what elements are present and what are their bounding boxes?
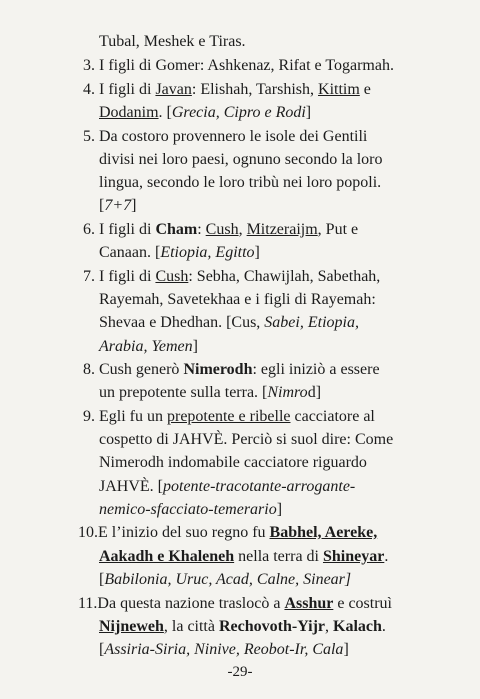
text-segment: ] <box>276 501 283 518</box>
text-segment: nella terra di <box>234 548 323 565</box>
text-segment: d] <box>307 384 322 401</box>
text-segment: Nijneweh <box>99 618 164 635</box>
text-line <box>99 32 246 51</box>
text-segment: : Elishah, Tarshish, <box>191 81 319 98</box>
text-segment: . [ <box>158 104 172 121</box>
text-segment: 11.Da questa nazione traslocò a <box>78 595 285 612</box>
text-segment: 10.E l’inizio del suo regno fu <box>78 524 270 541</box>
text-segment: : <box>197 221 206 238</box>
item-number: 4. <box>83 81 95 98</box>
text-segment: Kittim <box>318 81 360 98</box>
text-segment: Tubal, Meshek e Tiras. <box>99 33 246 50</box>
text-segment: Da costoro provennero le isole dei Gentili <box>99 128 368 145</box>
text-segment: e costruì <box>333 595 392 612</box>
text-line <box>99 570 351 589</box>
item-number: 5. <box>83 128 95 145</box>
text-line <box>99 430 393 449</box>
text-segment: Rayemah, Savetekhaa e i figli di Rayemah: <box>99 291 376 308</box>
text-segment: divisi nei loro paesi, ognuno secondo la loro <box>99 151 383 168</box>
text-line <box>99 617 386 636</box>
text-segment: lingua, secondo le loro tribù nei loro popoli. <box>99 174 382 191</box>
text-segment: : Sebha, Chawijlah, Sabethah, <box>188 268 381 285</box>
text-segment: e <box>359 81 371 98</box>
text-segment: cospetto di JAHVÈ. Perciò si suol dire: Come <box>99 431 394 448</box>
text-segment: Rechovoth-Yijr <box>218 618 326 635</box>
text-segment: cacciatore al <box>290 408 375 425</box>
text-segment: Shevaa e Dhedhan. [Cus, <box>99 314 265 331</box>
text-segment: JAHVÈ. [ <box>99 478 163 495</box>
text-line <box>83 360 380 379</box>
text-line <box>83 80 371 99</box>
text-line <box>99 173 381 192</box>
text-line <box>99 337 198 356</box>
text-line <box>99 640 349 659</box>
text-line <box>99 547 388 566</box>
text-segment: un prepotente sulla terra. [ <box>99 384 268 401</box>
text-segment: [ <box>99 571 105 588</box>
text-segment: ] <box>305 104 312 121</box>
text-segment: Cush generò <box>99 361 184 378</box>
text-segment: . <box>384 548 389 565</box>
text-segment: I figli di <box>99 221 156 238</box>
page-number: -29- <box>227 664 253 680</box>
text-line <box>99 196 136 215</box>
text-line <box>99 103 311 122</box>
text-segment: 7+7 <box>104 197 132 214</box>
text-segment: I figli di Gomer: Ashkenaz, Rifat e Togarmah. <box>99 57 394 74</box>
text-segment: , la città <box>163 618 219 635</box>
text-segment: Babhel, Aereke, <box>269 524 378 541</box>
text-segment: Egli fu un <box>99 408 167 425</box>
text-line <box>99 500 282 519</box>
text-segment: : egli iniziò a essere <box>252 361 380 378</box>
text-segment: ] <box>254 244 260 261</box>
text-line <box>99 243 260 262</box>
item-number: 6. <box>83 221 95 238</box>
text-segment: Nimerodh indomabile cacciatore riguardo <box>99 454 367 471</box>
text-line <box>83 267 381 286</box>
text-line <box>78 594 392 613</box>
text-line <box>99 313 359 332</box>
text-line <box>99 290 376 309</box>
text-segment: Aakadh e Khaleneh <box>99 548 235 565</box>
text-line <box>83 127 368 146</box>
item-number: 8. <box>83 361 95 378</box>
text-segment: Javan <box>155 81 192 98</box>
text-segment: Kalach <box>333 618 382 635</box>
text-segment: Dodanim <box>99 104 159 121</box>
text-segment: Arabia, Yemen <box>99 338 193 355</box>
text-segment: ] <box>192 338 198 355</box>
text-segment: potente-tracotante-arrogante- <box>163 478 356 495</box>
text-segment: Cush <box>205 221 239 238</box>
text-segment: Nimro <box>267 384 308 401</box>
item-number: 7. <box>83 268 95 285</box>
text-segment: Asshur <box>284 595 334 612</box>
text-segment: [ <box>99 197 105 214</box>
text-segment: Cush <box>155 268 189 285</box>
item-number: 9. <box>83 408 95 425</box>
item-number: 3. <box>83 57 95 74</box>
text-line <box>99 453 367 472</box>
text-segment: Assiria-Siria, Ninive, Reobot-Ir, Cala <box>104 641 344 658</box>
text-segment: Canaan. [ <box>99 244 161 261</box>
text-segment: Babilonia, Uruc, Acad, Calne, Sinear] <box>104 571 352 588</box>
text-segment: Nimerodh <box>183 361 253 378</box>
text-segment: ] <box>131 197 137 214</box>
text-segment: Shineyar <box>322 548 385 565</box>
text-segment: , Put e <box>317 221 359 238</box>
text-segment: I figli di <box>99 268 156 285</box>
text-line <box>83 56 394 75</box>
text-segment: Etiopia, Egitto <box>160 244 255 261</box>
text-line <box>78 523 377 542</box>
text-line <box>83 220 359 239</box>
text-segment: nemico-sfacciato-temerario <box>99 501 277 518</box>
text-line <box>99 477 355 496</box>
text-line <box>99 383 321 402</box>
text-segment: Mitzeraijm <box>246 221 318 238</box>
text-segment: prepotente e ribelle <box>167 408 291 425</box>
text-segment: Cham <box>155 221 198 238</box>
text-segment: ] <box>343 641 349 658</box>
text-line <box>99 150 383 169</box>
text-segment: [ <box>99 641 105 658</box>
text-segment: , <box>325 618 334 635</box>
text-segment: Grecia, Cipro e Rodi <box>171 104 306 121</box>
text-line <box>83 407 375 426</box>
text-segment: , <box>238 221 247 238</box>
text-segment: Sabei, Etiopia, <box>264 314 359 331</box>
text-segment: I figli di <box>99 81 156 98</box>
text-segment: . <box>381 618 386 635</box>
